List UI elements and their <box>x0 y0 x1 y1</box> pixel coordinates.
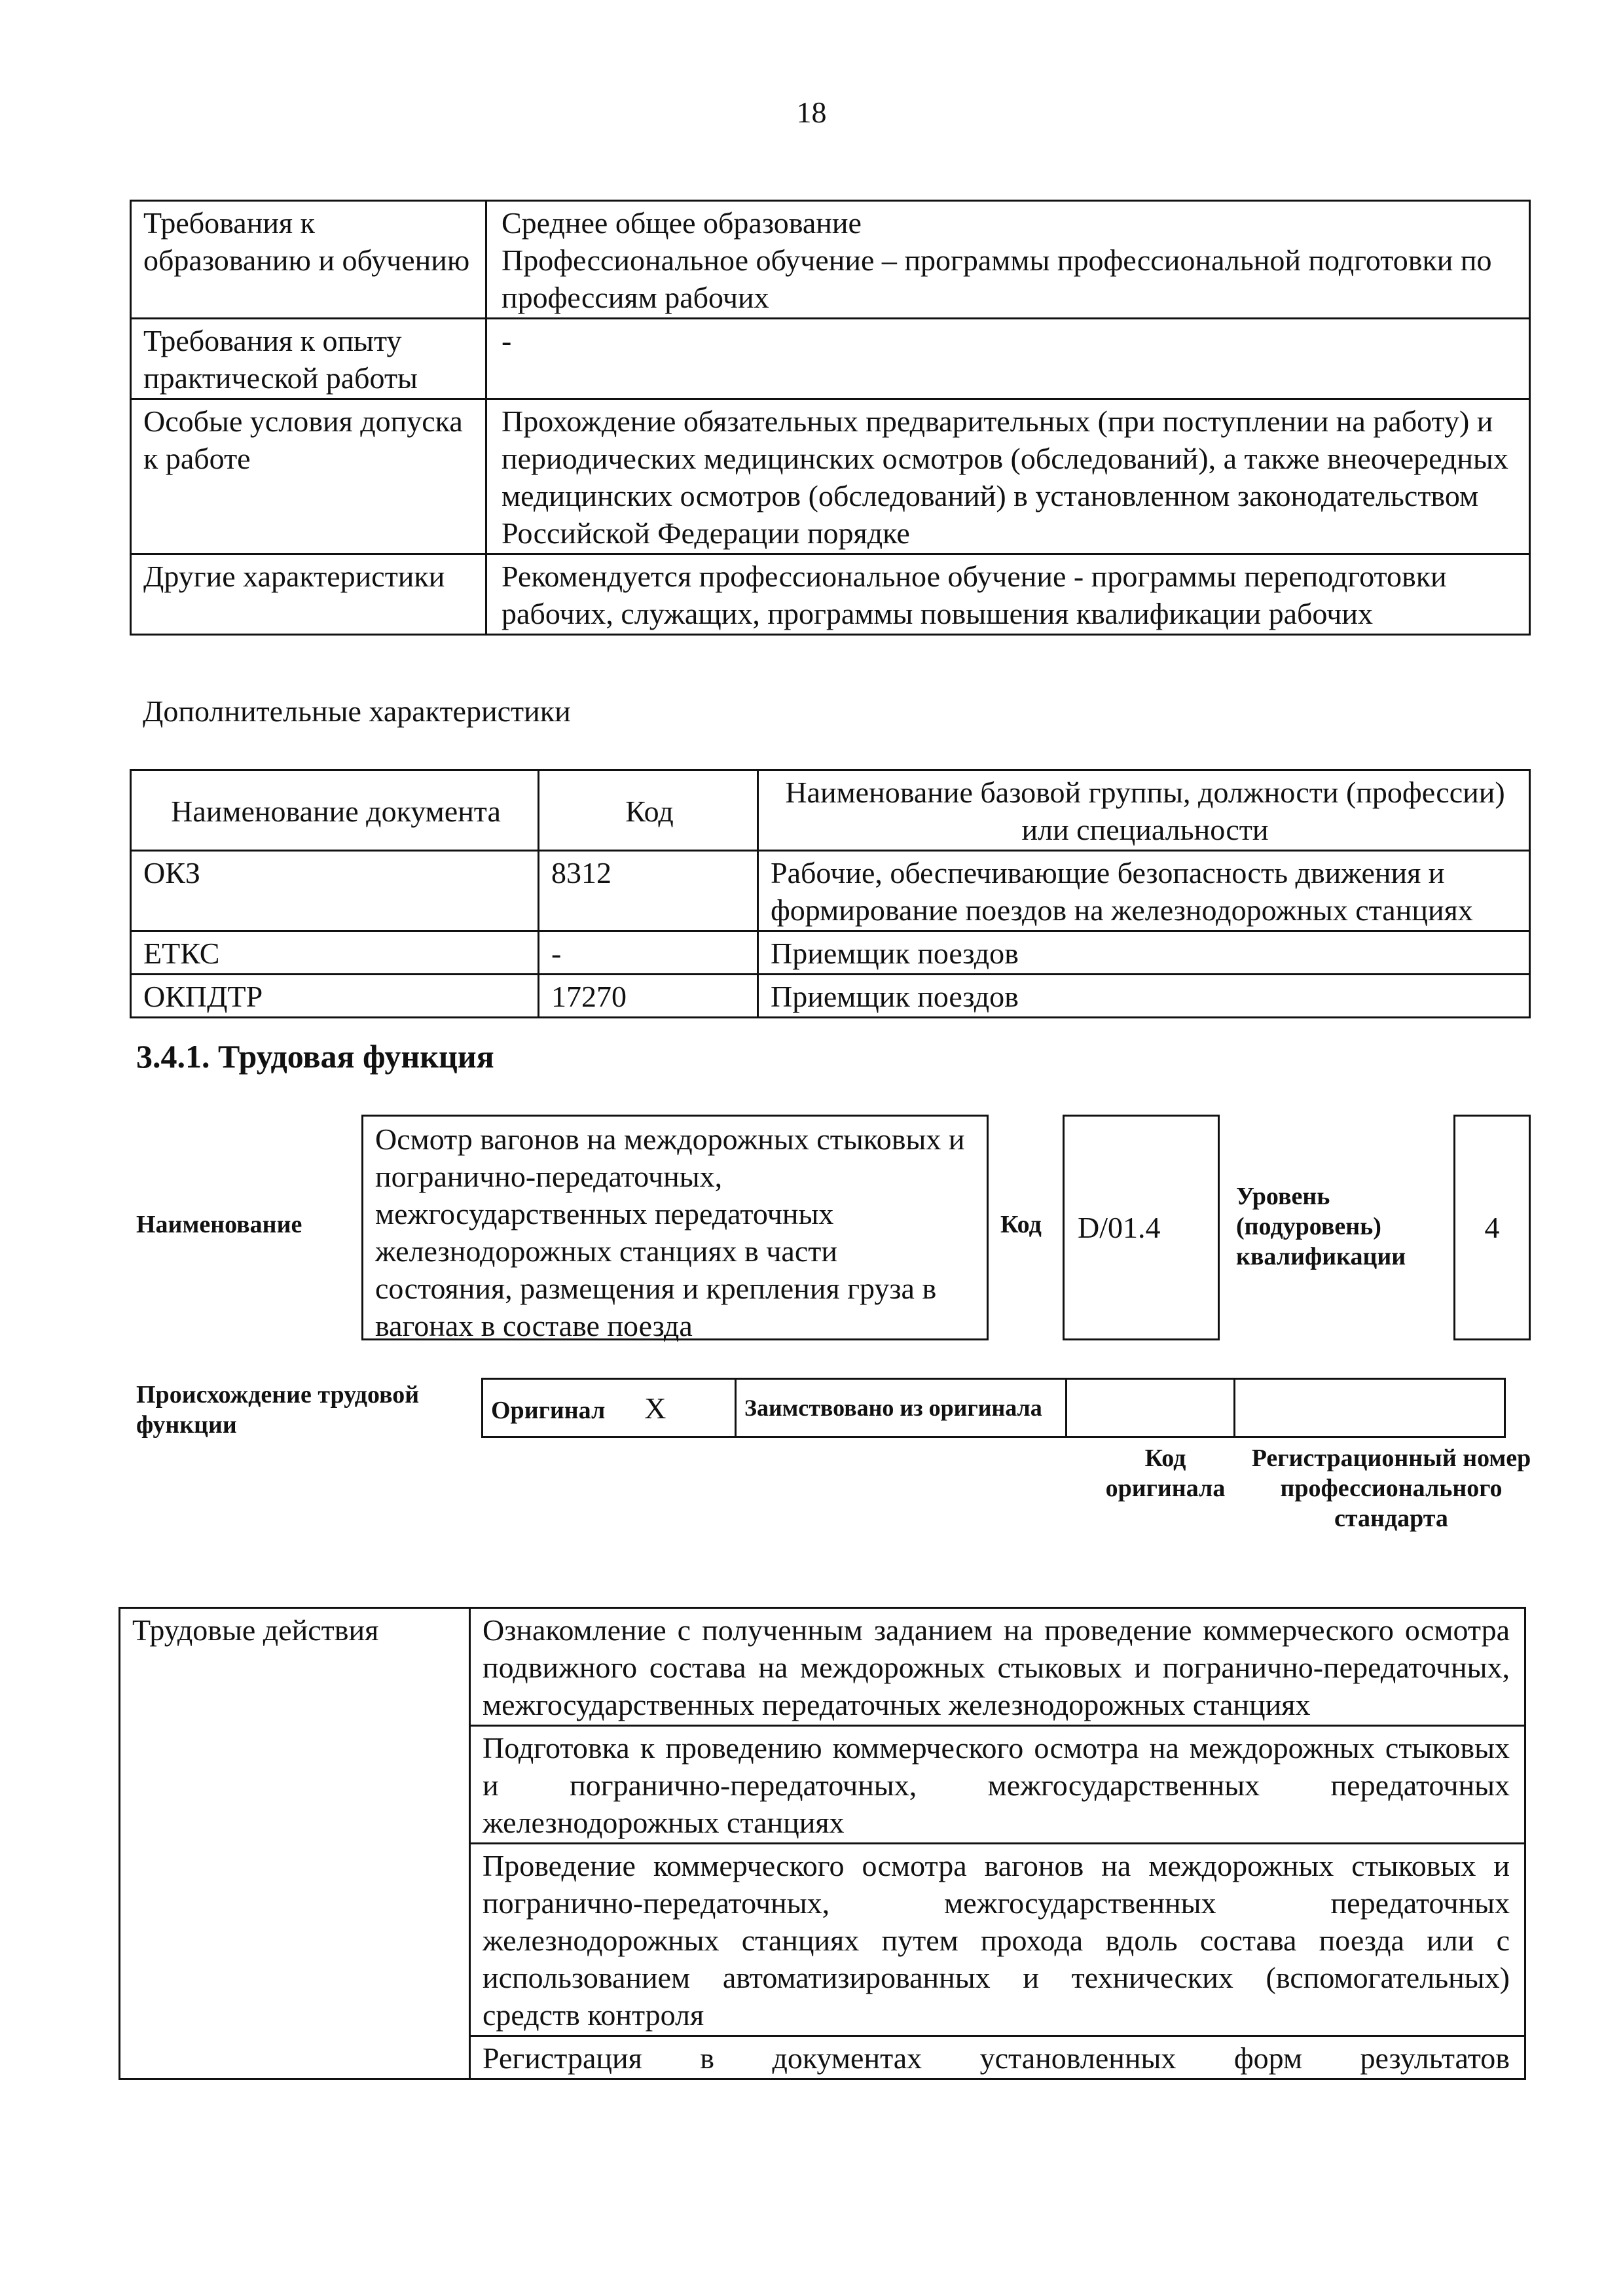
table-row <box>131 399 1530 554</box>
table-row <box>131 554 1530 635</box>
table-row <box>483 1379 1505 1437</box>
original-cell <box>483 1379 736 1437</box>
original-label: Оригинал <box>491 1396 606 1424</box>
page-number: 18 <box>796 96 827 129</box>
cell-code: - <box>539 931 758 975</box>
name-label: Наименование <box>136 1211 302 1238</box>
original-mark: X <box>644 1391 666 1425</box>
cell-code: 17270 <box>539 975 758 1018</box>
cell-document: ОКПДТР <box>131 975 539 1018</box>
table-row <box>131 201 1530 319</box>
registration-number-cell <box>1235 1379 1505 1437</box>
original-code-caption: Код оригинала <box>1105 1444 1226 1502</box>
cell-document: ОКЗ <box>131 851 539 931</box>
labor-actions-label: Трудовые действия <box>120 1608 470 2079</box>
additional-characteristics-table <box>130 769 1531 1018</box>
table-row <box>131 851 1530 931</box>
labor-action-item: Подготовка к проведению коммерческого осмотра на междорожных стыковых и погранично-передаточных, межгосударственных передаточных железнодорожных станциях <box>470 1726 1525 1844</box>
labor-actions-table <box>119 1607 1526 2080</box>
borrowed-label: Заимствовано из оригинала <box>736 1379 1067 1437</box>
row-value: Рекомендуется профессиональное обучение - программы переподготовки рабочих, служащих, программы повышения квалификации рабочих <box>486 554 1530 635</box>
table-row <box>120 1608 1525 1726</box>
column-header-name: Наименование базовой группы, должности (профессии) или специальности <box>758 770 1530 851</box>
code-label: Код <box>1000 1211 1042 1238</box>
column-header-document: Наименование документа <box>131 770 539 851</box>
cell-name: Приемщик поездов <box>758 931 1530 975</box>
origin-table <box>481 1378 1506 1438</box>
additional-characteristics-heading: Дополнительные характеристики <box>143 694 571 728</box>
column-header-code: Код <box>539 770 758 851</box>
row-label: Другие характеристики <box>131 554 486 635</box>
row-label: Особые условия допуска к работе <box>131 399 486 554</box>
table-row <box>131 931 1530 975</box>
table-header-row <box>131 770 1530 851</box>
section-title: 3.4.1. Трудовая функция <box>136 1038 494 1075</box>
function-name-box: Осмотр вагонов на междорожных стыковых и погранично-передаточных, межгосударственных передаточных железнодорожных станциях в части состояния, размещения и крепления груза в вагонах в составе поезда <box>361 1115 989 1340</box>
value-line: Среднее общее образование <box>501 206 862 240</box>
level-value-box: 4 <box>1453 1115 1531 1340</box>
row-value: Прохождение обязательных предварительных (при поступлении на работу) и периодических медицинских осмотров (обследований), а также внеочередных медицинских осмотров (обследований) в установленном законодательством Российской Федерации порядке <box>486 399 1530 554</box>
row-label: Требования к опыту практической работы <box>131 319 486 399</box>
cell-code: 8312 <box>539 851 758 931</box>
labor-action-item: Проведение коммерческого осмотра вагонов на междорожных стыковых и погранично-передаточных, межгосударственных передаточных железнодорожных станциях путем прохода вдоль состава поезда или с использованием автоматизированных и технических (вспомогательных) средств контроля <box>470 1844 1525 2036</box>
value-line: Профессиональное обучение – программы профессиональной подготовки по профессиям рабочих <box>501 243 1492 314</box>
original-code-cell <box>1067 1379 1235 1437</box>
general-requirements-table <box>130 200 1531 636</box>
level-label: Уровень (подуровень) квалификации <box>1236 1183 1406 1270</box>
registration-number-caption: Регистрационный номер профессионального стандарта <box>1251 1444 1531 1532</box>
labor-action-item: Регистрация в документах установленных форм результатов <box>470 2036 1525 2079</box>
table-row <box>131 319 1530 399</box>
origin-label: Происхождение трудовой функции <box>136 1381 420 1439</box>
cell-document: ЕТКС <box>131 931 539 975</box>
row-value: - <box>486 319 1530 399</box>
row-value <box>486 201 1530 319</box>
cell-name: Рабочие, обеспечивающие безопасность движения и формирование поездов на железнодорожных станциях <box>758 851 1530 931</box>
cell-name: Приемщик поездов <box>758 975 1530 1018</box>
function-code-box: D/01.4 <box>1063 1115 1220 1340</box>
labor-action-item: Ознакомление с полученным заданием на проведение коммерческого осмотра подвижного состава на междорожных стыковых и погранично-передаточных, межгосударственных передаточных железнодорожных станциях <box>470 1608 1525 1726</box>
table-row <box>131 975 1530 1018</box>
row-label: Требования к образованию и обучению <box>131 201 486 319</box>
